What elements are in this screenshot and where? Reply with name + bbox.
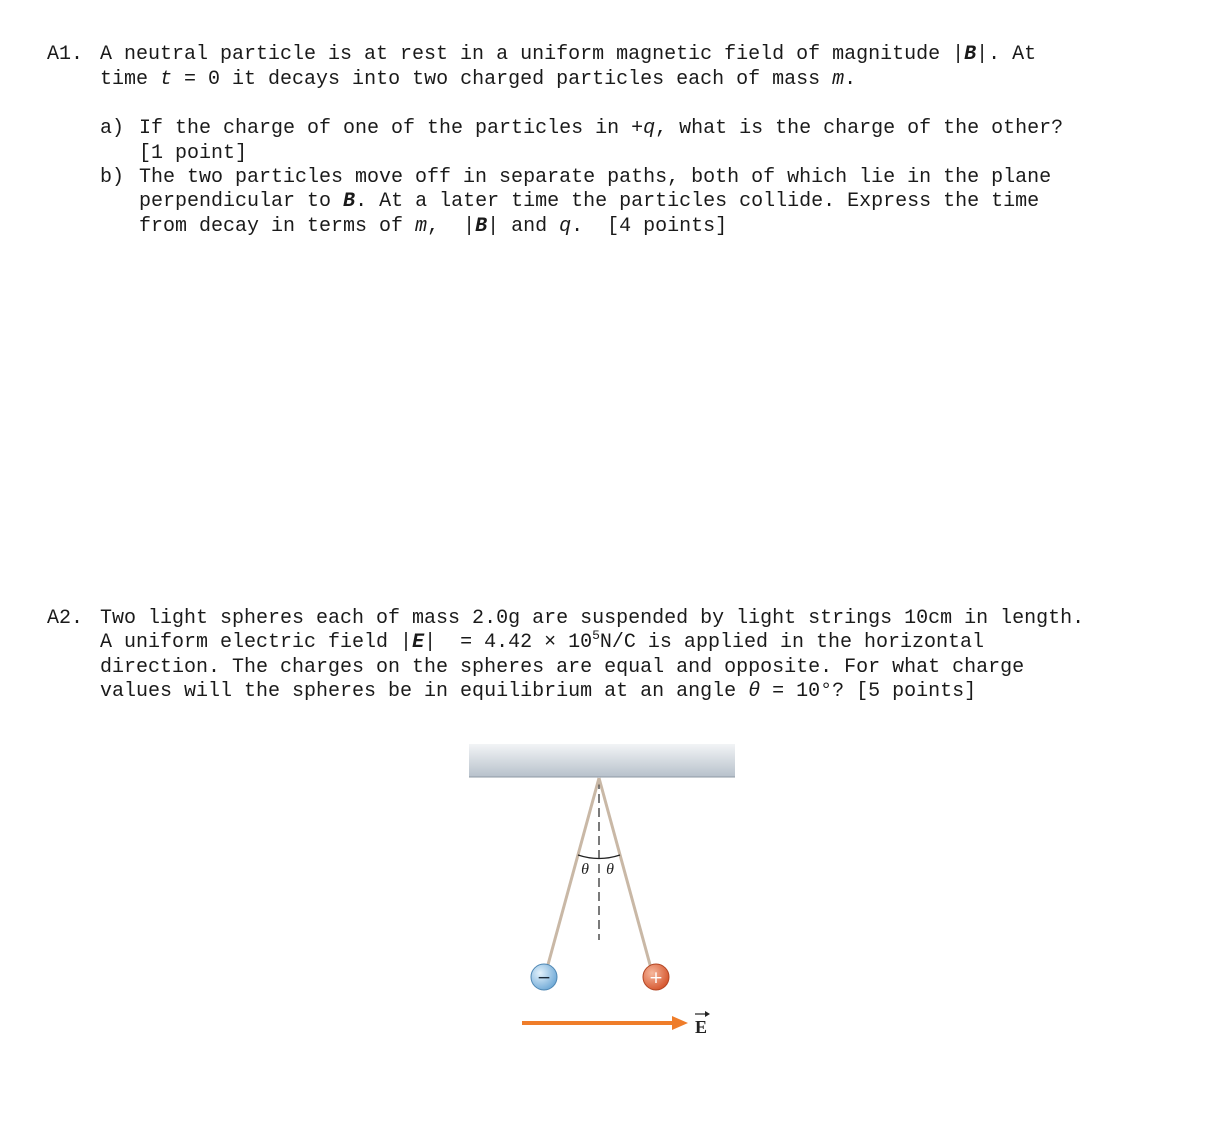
- ceiling: [469, 744, 735, 777]
- field-label: [695, 1011, 710, 1037]
- text-segment: perpendicular to: [139, 190, 344, 213]
- positive-sphere: [643, 964, 669, 990]
- text-segment: | = 4.42 × 10: [424, 631, 593, 654]
- text-segment: . [4 points]: [571, 215, 728, 238]
- text-segment: N/C is applied in the horizontal: [599, 631, 984, 654]
- problem-a2-line2: [100, 628, 984, 655]
- field-label-vector-head: [705, 1011, 710, 1017]
- part-a-label: a): [100, 117, 125, 140]
- pendulum-figure: [460, 740, 750, 1050]
- part-a-points: [1 point]: [139, 142, 248, 165]
- problem-a2-line1: Two light spheres each of mass 2.0g are suspended by light strings 10cm in length.: [100, 607, 1085, 630]
- electric-field-arrow: [522, 1016, 688, 1030]
- problem-a1-intro-line2: [100, 68, 856, 92]
- text-segment: time: [100, 68, 161, 91]
- part-b-line3: [139, 215, 727, 239]
- variable-q: q: [643, 117, 656, 140]
- part-b-line1: The two particles move off in separate paths, both of which lie in the plane: [139, 166, 1052, 189]
- text-segment: .: [844, 68, 857, 91]
- variable-m: m: [415, 215, 428, 238]
- angle-label-left: θ: [581, 861, 589, 878]
- text-segment: values will the spheres be in equilibrium at an angle: [100, 680, 749, 703]
- text-segment: = 0 it decays into two charged particles each of mass: [172, 68, 833, 91]
- problem-a1-intro-line1: [100, 43, 1036, 67]
- variable-theta: θ: [748, 680, 761, 703]
- part-a-line1: [139, 117, 1063, 141]
- angle-label-right: θ: [606, 861, 614, 878]
- vector-E: E: [412, 631, 425, 654]
- part-b-line2: [139, 190, 1039, 214]
- text-segment: A uniform electric field |: [100, 631, 413, 654]
- variable-m: m: [832, 68, 845, 91]
- vector-B: B: [964, 43, 977, 66]
- positive-sign: +: [648, 968, 664, 988]
- problem-a2-line4: [100, 680, 976, 704]
- variable-q: q: [559, 215, 572, 238]
- problem-a1-number: A1.: [47, 43, 84, 66]
- problem-a2-line3: direction. The charges on the spheres are equal and opposite. For what charge: [100, 656, 1025, 679]
- part-b-label: b): [100, 166, 125, 189]
- left-string: [546, 778, 599, 972]
- text-segment: A neutral particle is at rest in a uniform magnetic field of magnitude |: [100, 43, 965, 66]
- text-segment: , |: [427, 215, 476, 238]
- vector-B: B: [475, 215, 488, 238]
- text-segment: = 10°? [5 points]: [760, 680, 977, 703]
- vector-B: B: [343, 190, 356, 213]
- text-segment: from decay in terms of: [139, 215, 416, 238]
- text-segment: | and: [487, 215, 560, 238]
- text-segment: |. At: [976, 43, 1037, 66]
- exponent: 5: [592, 628, 600, 643]
- text-segment: . At a later time the particles collide. Express the time: [355, 190, 1040, 213]
- variable-t: t: [160, 68, 173, 91]
- negative-sphere: [531, 964, 557, 990]
- text-segment: If the charge of one of the particles in +: [139, 117, 644, 140]
- negative-sign: −: [536, 968, 552, 988]
- field-label-text: E: [694, 1017, 708, 1037]
- problem-a2-number: A2.: [47, 607, 84, 630]
- text-segment: , what is the charge of the other?: [655, 117, 1064, 140]
